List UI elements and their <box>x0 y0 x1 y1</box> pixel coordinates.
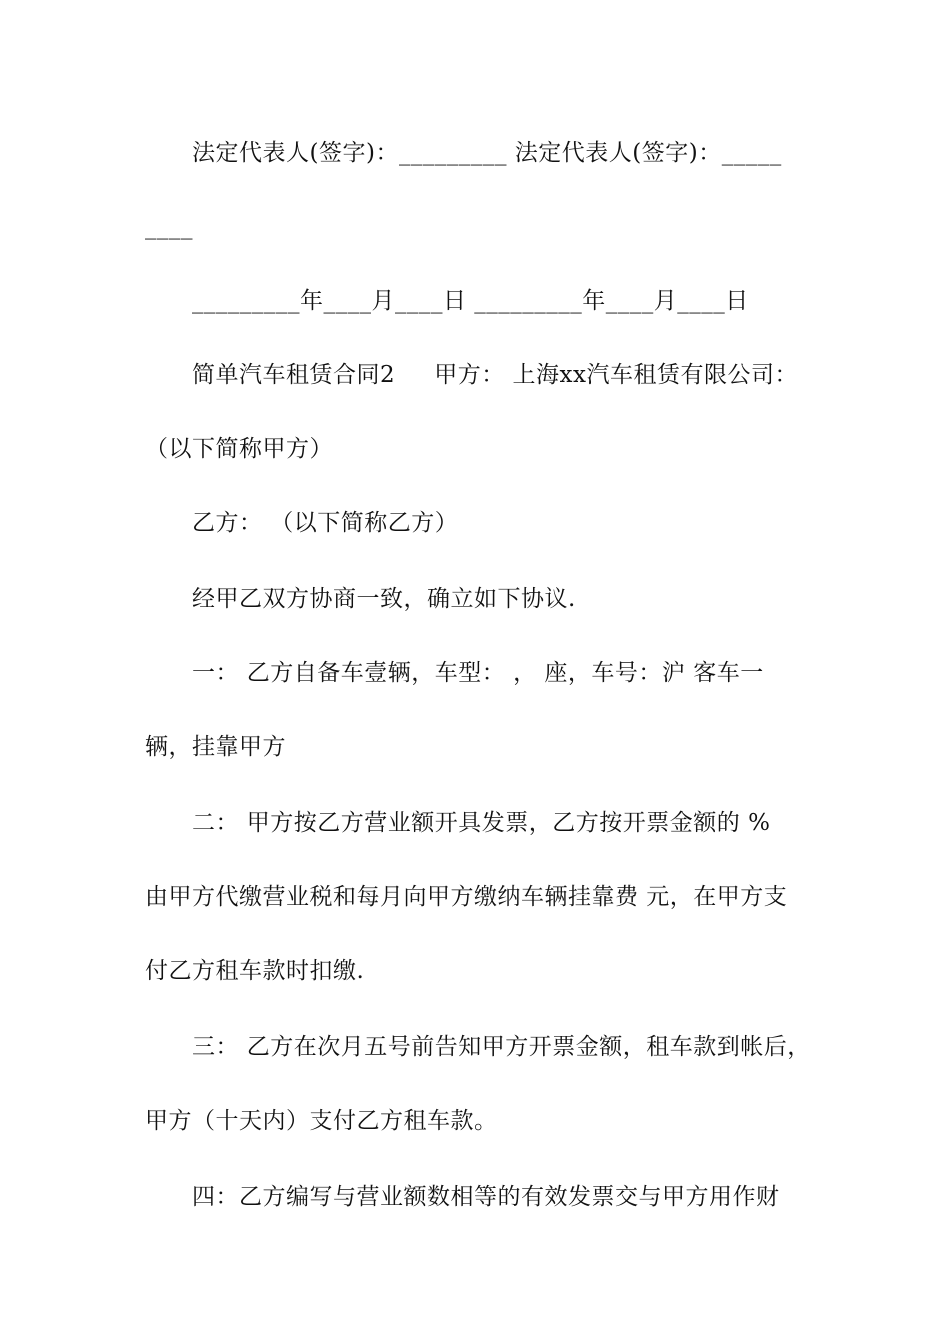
clause-2-line-1: 二： 甲方按乙方营业额开具发票，乙方按开票金额的 % <box>192 810 771 836</box>
agreement-intro: 经甲乙双方协商一致，确立如下协议. <box>192 586 576 612</box>
party-a-abbreviation: （以下简称甲方） <box>145 436 333 462</box>
clause-3-line-1: 三： 乙方在次月五号前告知甲方开票金额，租车款到帐后， <box>192 1034 811 1060</box>
clause-4-line-1: 四：乙方编写与营业额数相等的有效发票交与甲方用作财 <box>192 1184 780 1210</box>
signature-line-legal-representatives: 法定代表人(签字)：_________ 法定代表人(签字)：_____ <box>192 140 782 166</box>
date-line: _________年____月____日 _________年____月____日 <box>192 288 749 314</box>
clause-1-line-2: 辆，挂靠甲方 <box>145 734 286 760</box>
clause-3-line-2: 甲方（十天内）支付乙方租车款。 <box>145 1108 498 1134</box>
clause-2-line-2: 由甲方代缴营业税和每月向甲方缴纳车辆挂靠费 元，在甲方支 <box>145 884 788 910</box>
party-b-line: 乙方： （以下简称乙方） <box>192 510 459 536</box>
clause-1-line-1: 一： 乙方自备车壹辆，车型： ， 座，车号：沪 客车一 <box>192 660 764 686</box>
contract-title-party-a: 简单汽车租赁合同2 甲方： 上海xx汽车租赁有限公司： <box>192 362 798 388</box>
clause-2-line-3: 付乙方租车款时扣缴. <box>145 958 365 984</box>
signature-line-continuation: ____ <box>145 214 193 240</box>
